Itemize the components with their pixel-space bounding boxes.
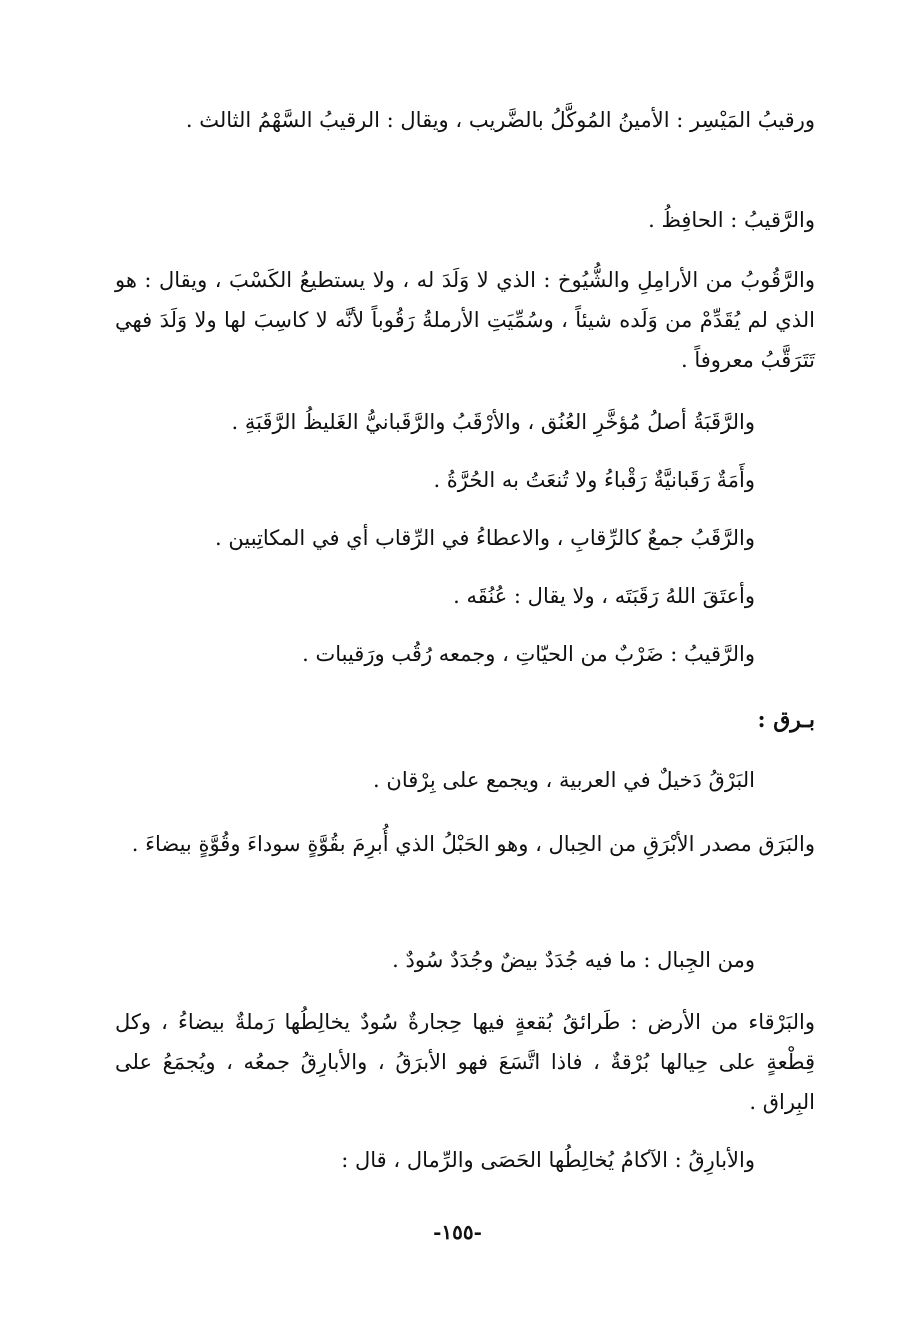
- paragraph-barq-dakhil: البَرْقُ دَخيلٌ في العربية ، ويجمع على بِرْقان .: [373, 768, 755, 792]
- paragraph-raqib-hafiz: والرَّقيبُ : الحافِظُ .: [648, 208, 815, 232]
- paragraph-abariq: والأبارِقُ : الآكامُ يُخالِطُها الحَصَى والرِّمال ، قال :: [341, 1148, 755, 1172]
- section-heading-barq: بـرق :: [757, 707, 815, 733]
- paragraph-raqab-jam: والرَّقَبُ جمعٌ كالرِّقابِ ، والاعطاءُ في الرِّقاب أي في المكاتِبين .: [215, 526, 755, 550]
- paragraph-raqaba: والرَّقَبَةُ أصلُ مُؤخَّرِ العُنُق ، والأرْقَبُ والرَّقَبانيُّ الغَليظُ الرَّقَبَةِ .: [231, 410, 755, 434]
- page-number: -١٥٥-: [433, 1220, 482, 1244]
- paragraph-jibal: ومن الجِبال : ما فيه جُدَدٌ بيضٌ وجُدَدٌ سُودٌ .: [392, 948, 755, 972]
- paragraph-raqib-hayyat: والرَّقيبُ : ضَرْبٌ من الحيّاتِ ، وجمعه رُقُب ورَقيبات .: [302, 642, 755, 666]
- paragraph-ama-raqbaniyya: وأَمَةٌ رَقَبانيَّةٌ رَقْباءُ ولا تُنعَتُ به الحُرَّةُ .: [433, 468, 755, 492]
- paragraph-raqub: والرَّقُوبُ من الأرامِلِ والشُّيُوخ : الذي لا وَلَدَ له ، ولا يستطيعُ الكَسْبَ ، ويقال : هو الذي لم يُقَدِّمْ من وَلَده شيئاً ، وسُمِّيَتِ الأرملةُ رَقُوباً لأنَّه لا كاسِبَ لها ولا وَلَدَ فهي تَتَرَقَّبُ معروفاً .: [115, 268, 815, 372]
- paragraph-abraq-hibal: والبَرَق مصدر الأبْرَقِ من الحِبال ، وهو الحَبْلُ الذي أُبرِمَ بقُوَّةٍ سوداءَ وقُوَّةٍ بيضاءَ .: [131, 832, 815, 856]
- paragraph-barqa: والبَرْقاء من الأرض : طَرائقُ بُقعةٍ فيها حِجارةٌ سُودٌ يخالِطُها رَملةٌ بيضاءُ ، وكل قِطْعةٍ على حِيالها بُرْقةٌ ، فاذا اتَّسَعَ فهو الأبرَقُ ، والأبارِقُ جمعُه ، ويُجمَعُ على البِراق .: [115, 1010, 815, 1114]
- paragraph-raqib-maysir: ورقيبُ المَيْسِر : الأمينُ المُوكَّلُ بالضَّريب ، ويقال : الرقيبُ السَّهْمُ الثالث .: [185, 108, 815, 132]
- paragraph-a-taqa: وأعتَقَ اللهُ رَقَبَتَه ، ولا يقال : عُنُقَه .: [453, 584, 755, 608]
